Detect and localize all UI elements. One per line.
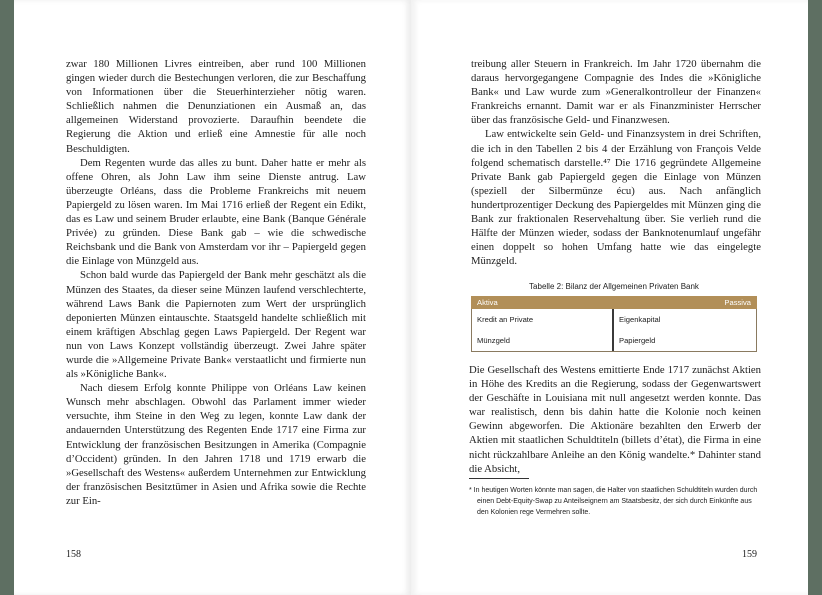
left-page: [14, 0, 411, 595]
paragraph: Law entwickelte sein Geld- und Finanzsystem in drei Schriften, die ich in den Tabellen 2 bis 4 der Erzählung von François Velde folgend schematisch darstelle.⁴⁷ Die 1716 gegründete Allgemeine Private Bank gab Papiergeld gegen die Einlage von Münzen (speziell der Silbermünze écu) aus. Nach anfänglich hundertprozentiger Deckung des Papiergeldes mit Münzen ging die Bank zur fraktionalen Reservehaltung über. Sie verlieh rund die Hälfte der Münzen wieder, sodass der Banknotenumlauf ungefähr einen doppelt so hohen Umfang hatte wie das eingelegte Münzgeld.: [471, 128, 761, 268]
right-body-text-top: [471, 57, 761, 268]
table-cell: Kredit an Private: [477, 314, 534, 324]
page-number: 159: [742, 549, 757, 560]
header-aktiva: Aktiva: [477, 298, 498, 307]
footnote-text: * In heutigen Worten könnte man sagen, die Halter von staatlichen Schuldtiteln wurden durch einen Debt-Equity-Swap zu Anteilseignern am Staatsbesitz, der sich durch Einkünfte aus den Kolonien rege Vermehren sollte.: [469, 487, 758, 516]
footnote: [469, 485, 761, 518]
paragraph: zwar 180 Millionen Livres eintreiben, aber rund 100 Millionen gingen wieder durch die Bestechungen verloren, die zur Beschaffung von Informationen über die Steuerhinterzieher nötig waren. Schließlich nahmen die Denunziationen ein Ausmaß an, das allgemeinen Widerstand provozierte. Daraufhin beendete die Regierung die Aktion und erließ eine Amnestie für alle noch Beschuldigten.: [66, 58, 366, 155]
paragraph: Die Gesellschaft des Westens emittierte Ende 1717 zunächst Aktien in Höhe des Kredits an die Regierung, sodass der Gegenwartswert der Geschäfte in Louisiana mit null angesetzt werden konnte. Das war realistisch, denn bis dahin hatte die Kolonie noch keinen Gewinn abgeworfen. Die Aktionäre bezahlten den Erwerb der Aktien mit staatlichen Schuldtiteln (billets d’état), die Firma in eine nicht rückzahlbare Anleihe an den König wandelte.* Dahinter stand die Absicht,: [469, 364, 761, 475]
aktiva-column: [472, 309, 614, 351]
right-body-text-bottom: [469, 363, 761, 476]
header-passiva: Passiva: [724, 298, 751, 307]
table-cell: Eigenkapital: [619, 314, 661, 324]
page-number: 158: [66, 549, 81, 560]
table-body: [471, 309, 757, 352]
paragraph: Dem Regenten wurde das alles zu bunt. Daher hatte er mehr als offene Ohren, als John Law ihm seine Dienste antrug. Law überzeugte Orléans, dass die Probleme Frankreichs mit neuem Papiergeld zu lösen waren. Im Mai 1716 erließ der Regent ein Edikt, das es Law und seinem Bruder erlaubte, eine Bank (Banque Générale Privée) zu gründen. Diese Bank gab – wie die schwedische Reichsbank und die Bank von Amsterdam vor ihr – Papiergeld gegen die Einlage von Münzgeld aus.: [66, 156, 366, 268]
table-header: [471, 296, 757, 309]
left-body-text: [66, 57, 366, 508]
table-cell: Papiergeld: [619, 335, 656, 345]
table-caption: Tabelle 2: Bilanz der Allgemeinen Privaten Bank: [529, 282, 699, 291]
paragraph: Nach diesem Erfolg konnte Philippe von Orléans Law keinen Wunsch mehr abschlagen. Obwohl das Parlament immer wieder versuchte, ihm Steine in den Weg zu legen, konnte Law dank der andauernden Unterstützung des Regenten Ende 1717 eine Firma zur Entwicklung der französischen Besitzungen in Amerika (Compagnie d’Occident) gründen. In den Jahren 1718 und 1719 erwarb die »Gesellschaft des Westens« außerdem Unternehmen zur Entwicklung der französischen Besitztümer in Asien und Afrika sowie die Rechte zur Ein-: [66, 382, 366, 507]
paragraph: Schon bald wurde das Papiergeld der Bank mehr geschätzt als die Münzen des Staates, da dieser seine Münzen laufend verschlechterte, während Laws Bank die Papiernoten zum Wert der ursprünglich deponierten Münzen eintauschte. Staatsgeld handelte schließlich mit einem kräftigen Abschlag gegen Laws Papiergeld. Der Regent war nun von Laws Konzept vollständig überzeugt. Zwei Jahre später wurde die »Allgemeine Private Bank« verstaatlicht und firmierte nun als »Königliche Bank«.: [66, 269, 366, 381]
right-page: [411, 0, 808, 595]
passiva-column: [614, 309, 756, 351]
balance-table: [471, 282, 757, 352]
paragraph: treibung aller Steuern in Frankreich. Im Jahr 1720 übernahm die daraus hervorgegangene Compagnie des Indes die »Königliche Bank« und Law wurde zum »Generalkontrolleur der Finanzen« Frankreichs ernannt. Damit war er als Finanzminister Herrscher über das französische Geld- und Finanzwesen.: [471, 58, 761, 127]
table-cell: Münzgeld: [477, 335, 510, 345]
footnote-rule: [469, 478, 529, 479]
